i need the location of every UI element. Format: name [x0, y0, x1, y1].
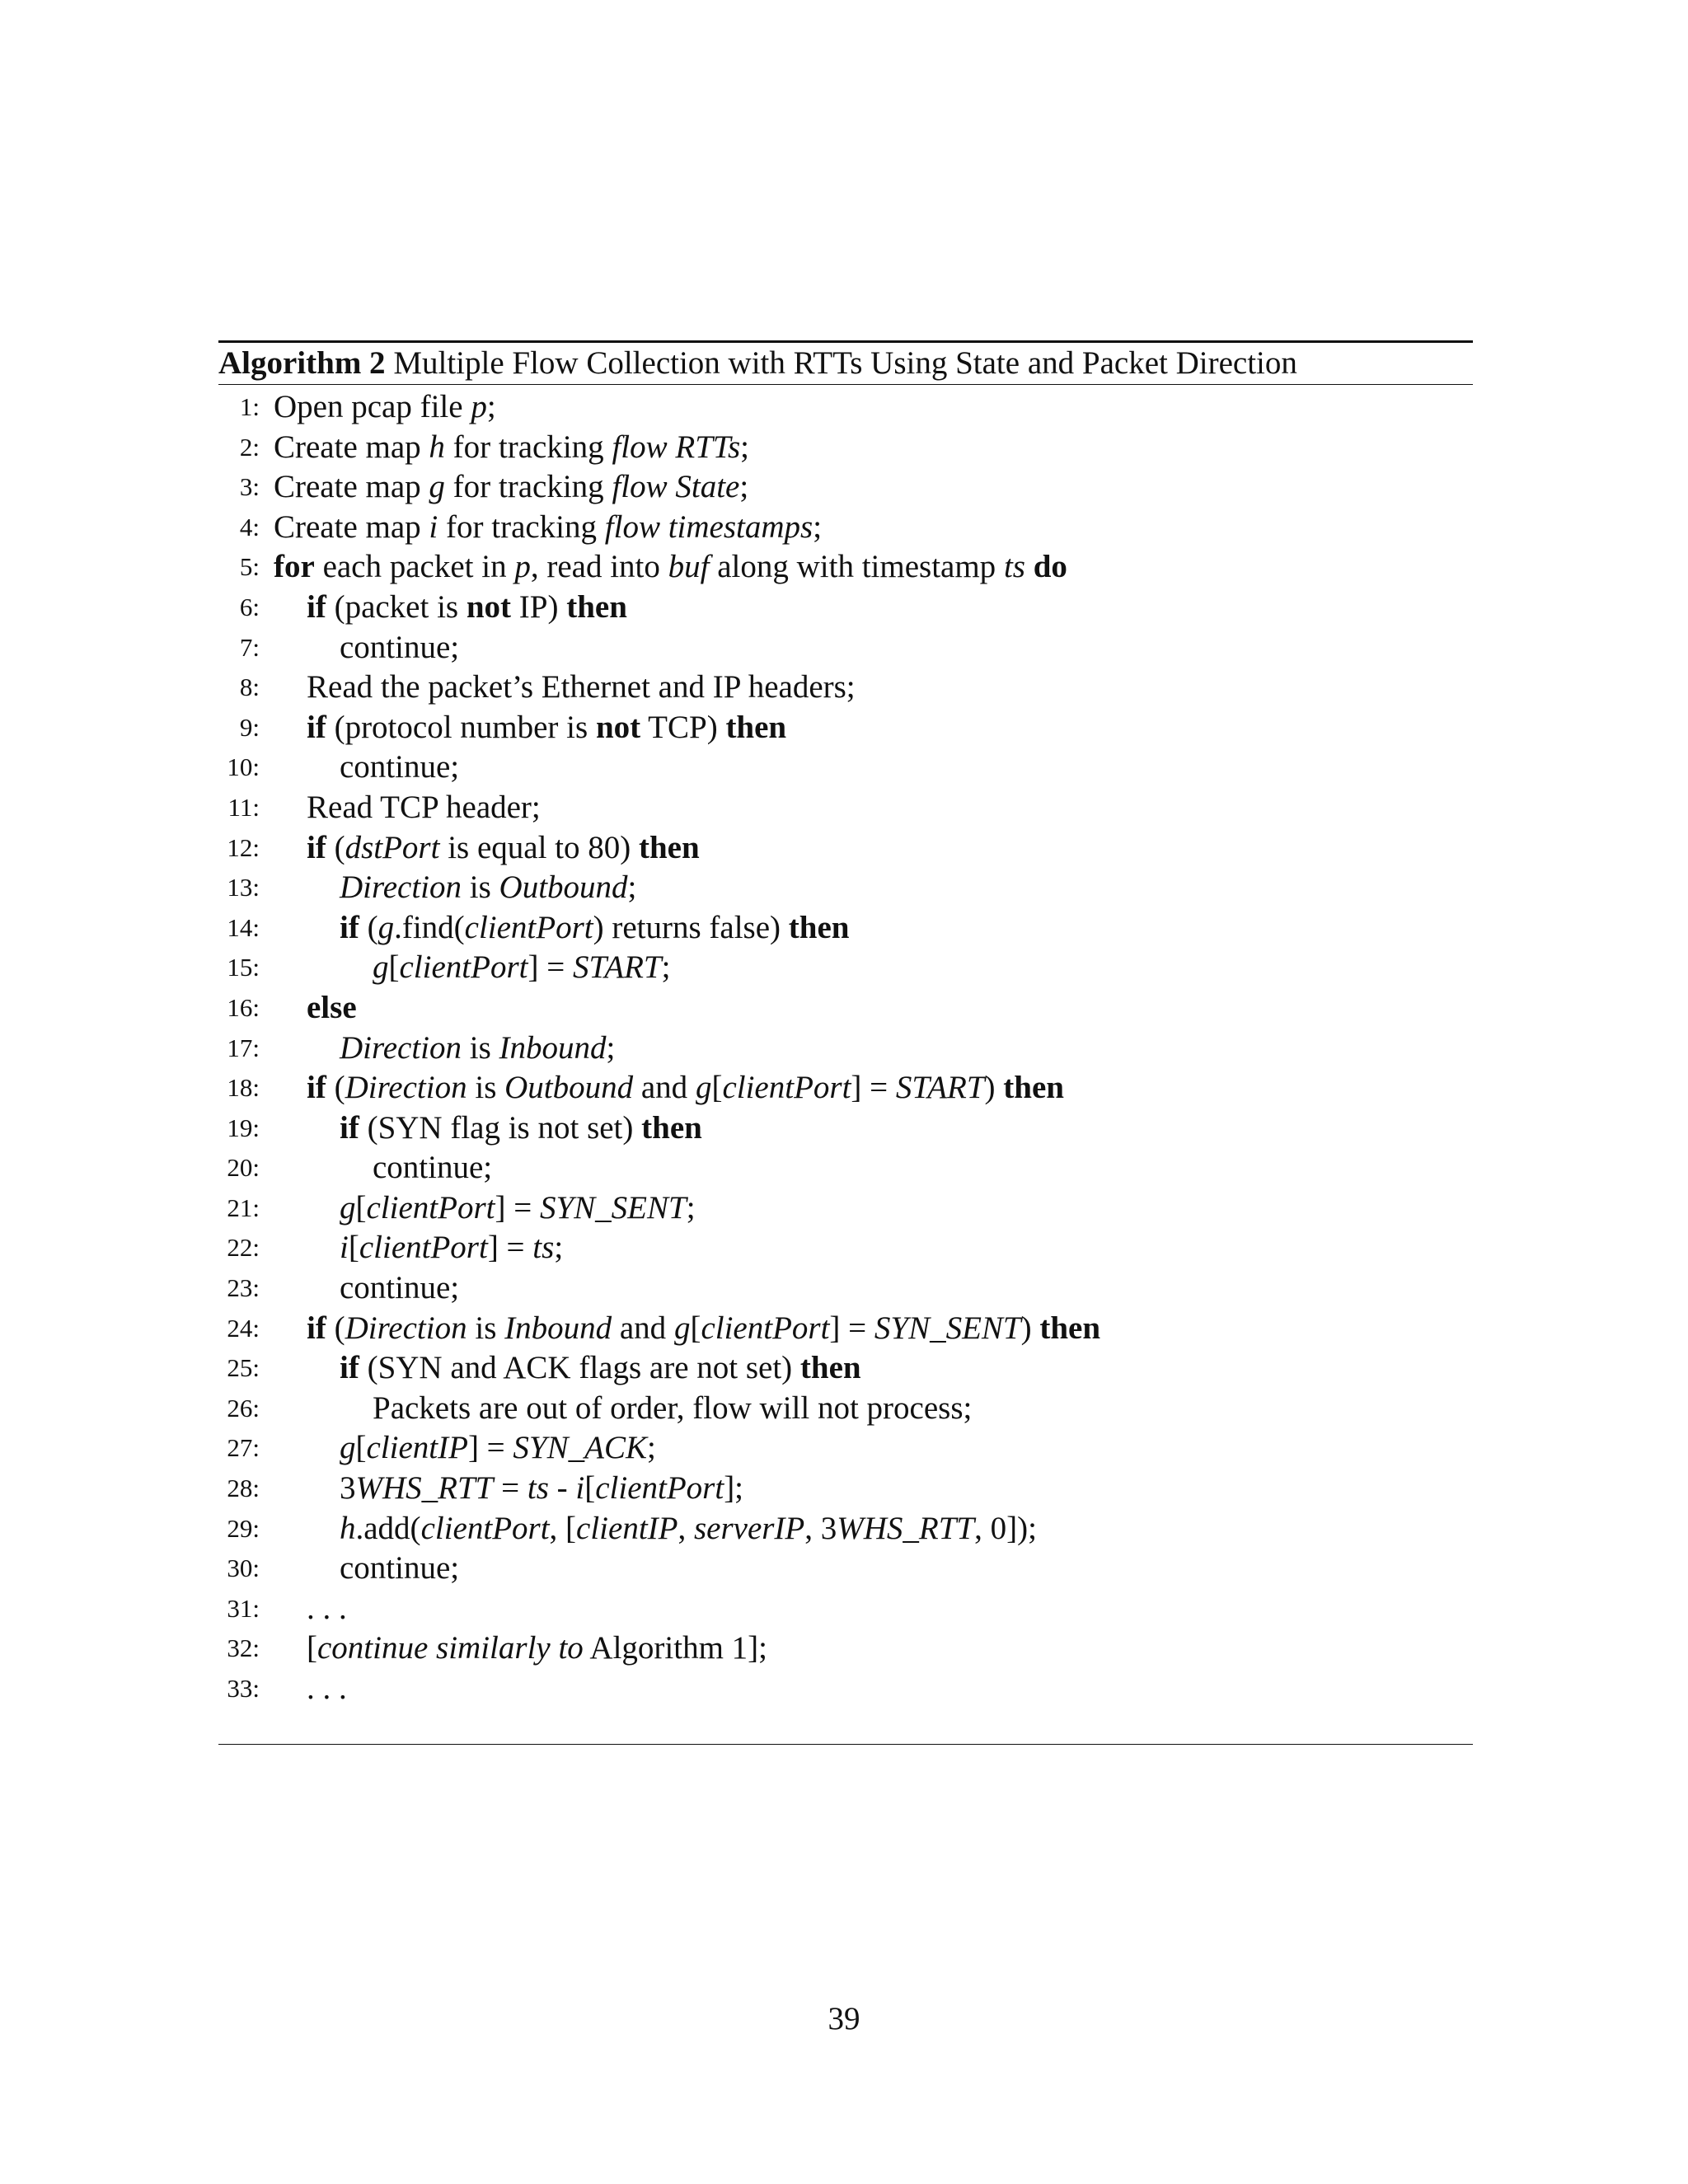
math-variable: SYN_SENT	[874, 1310, 1021, 1346]
code-text: (SYN and ACK flags are not set)	[359, 1350, 800, 1386]
code-text: is	[467, 1070, 505, 1106]
code-text: Create map	[274, 509, 429, 545]
pseudocode-line	[218, 1188, 1473, 1229]
keyword: if	[340, 909, 359, 945]
pseudocode-line	[218, 1549, 1473, 1589]
code-text: IP)	[511, 588, 567, 625]
keyword: then	[1039, 1310, 1101, 1346]
pseudocode-line	[218, 988, 1473, 1029]
line-number: 27:	[227, 1433, 260, 1463]
line-number: 5:	[239, 552, 260, 582]
line-number: 16:	[227, 992, 260, 1022]
math-variable: Direction	[340, 1029, 462, 1066]
line-number: 18:	[227, 1073, 260, 1103]
code-text: ];	[724, 1470, 744, 1507]
line-number: 4:	[239, 512, 260, 541]
pseudocode-line	[218, 1589, 1473, 1629]
math-variable: clientPort	[420, 1510, 550, 1546]
keyword: if	[340, 1350, 359, 1386]
code-text: , 3	[804, 1510, 837, 1546]
code-text: continue;	[340, 1550, 460, 1586]
math-variable: h	[340, 1510, 356, 1546]
math-variable: clientIP	[366, 1430, 468, 1466]
code-text: 3	[340, 1470, 356, 1507]
code-text: , 0]);	[974, 1510, 1037, 1546]
keyword: do	[1033, 549, 1067, 585]
pseudocode-line	[218, 1348, 1473, 1389]
keyword: if	[307, 829, 326, 865]
math-variable: Direction	[345, 1310, 467, 1346]
code-text: for tracking	[444, 469, 612, 505]
math-variable: buf	[668, 549, 710, 585]
line-number: 26:	[227, 1393, 260, 1422]
line-code	[340, 1029, 615, 1069]
keyword: if	[307, 588, 326, 625]
code-text: Packets are out of order, flow will not process;	[373, 1390, 973, 1426]
line-code	[340, 1428, 656, 1469]
line-code	[307, 1068, 1064, 1108]
code-text: ;	[486, 389, 496, 424]
algorithm-caption	[218, 343, 1297, 383]
pseudocode-line	[218, 748, 1473, 788]
line-number: 31:	[227, 1593, 260, 1623]
code-text: .add(	[355, 1510, 421, 1546]
code-text: (packet is	[326, 588, 467, 625]
line-number: 2:	[239, 432, 260, 462]
pseudocode-line	[218, 1029, 1473, 1069]
code-text: ] =	[851, 1070, 896, 1106]
math-variable: ts	[1003, 549, 1025, 585]
code-text: ;	[646, 1430, 656, 1466]
keyword: if	[307, 1310, 326, 1346]
math-variable: continue similarly to	[317, 1630, 584, 1666]
code-text: [	[355, 1189, 367, 1226]
line-number: 23:	[227, 1273, 260, 1303]
code-text: [	[355, 1430, 367, 1466]
keyword: if	[307, 709, 326, 745]
code-text: Create map	[274, 429, 429, 465]
math-variable: g	[673, 1310, 691, 1346]
line-code	[274, 508, 822, 548]
line-code	[340, 1348, 861, 1389]
keyword: for	[274, 549, 315, 585]
caption-rule	[218, 384, 1473, 385]
keyword: then	[788, 909, 850, 945]
pseudocode-line	[218, 1669, 1473, 1709]
line-number: 15:	[227, 953, 260, 982]
keyword: not	[595, 709, 641, 745]
code-text: continue;	[340, 629, 460, 665]
line-number: 14:	[227, 912, 260, 942]
code-text: ;	[740, 429, 750, 465]
math-variable: WHS_RTT	[355, 1470, 494, 1507]
math-variable: Outbound	[504, 1070, 634, 1106]
code-text: ] =	[528, 949, 573, 986]
pseudocode-line	[218, 628, 1473, 668]
line-number: 8:	[239, 673, 260, 702]
keyword: then	[641, 1109, 702, 1146]
line-code	[274, 428, 749, 468]
code-text: [	[307, 1630, 317, 1666]
line-code	[274, 547, 1067, 588]
keyword: if	[307, 1070, 326, 1106]
math-variable: h	[429, 429, 445, 465]
line-code	[340, 1108, 702, 1149]
line-number: 12:	[227, 832, 260, 862]
math-variable: ts	[532, 1230, 555, 1266]
math-variable: clientPort	[359, 1230, 488, 1266]
line-code	[274, 387, 496, 428]
keyword: then	[799, 1350, 861, 1386]
pseudocode-line	[218, 387, 1473, 428]
math-variable: p	[514, 549, 531, 585]
pseudocode-line	[218, 868, 1473, 908]
line-code	[340, 1228, 563, 1268]
code-text: [	[690, 1310, 701, 1346]
code-text: [	[711, 1070, 723, 1106]
math-variable: i	[340, 1230, 349, 1266]
code-text: ] =	[495, 1189, 540, 1226]
code-text: ;	[686, 1189, 696, 1226]
code-text: ) returns false)	[593, 909, 789, 945]
line-code	[307, 1669, 347, 1709]
pseudocode-line	[218, 1309, 1473, 1349]
keyword: else	[307, 989, 357, 1025]
line-code	[340, 1268, 459, 1309]
keyword: if	[340, 1109, 359, 1146]
math-variable: flow State	[612, 469, 740, 505]
line-number: 20:	[227, 1153, 260, 1183]
code-text: (	[326, 829, 345, 865]
math-variable: Direction	[340, 869, 462, 906]
math-variable: clientPort	[701, 1310, 830, 1346]
keyword: then	[1003, 1070, 1064, 1106]
math-variable: clientPort	[464, 909, 593, 945]
math-variable: serverIP	[693, 1510, 805, 1546]
math-variable: g	[377, 909, 395, 945]
line-code	[307, 828, 700, 869]
code-text: Read the packet’s Ethernet and IP headers;	[307, 669, 856, 705]
pseudocode-line	[218, 428, 1473, 468]
line-code	[307, 1589, 347, 1629]
code-text: for tracking	[438, 509, 605, 545]
code-text: along with timestamp	[709, 549, 1004, 585]
pseudocode-line	[218, 828, 1473, 869]
math-variable: clientPort	[399, 949, 528, 986]
pseudocode-line	[218, 588, 1473, 628]
line-number: 21:	[227, 1193, 260, 1222]
pseudocode-line	[218, 948, 1473, 988]
math-variable: i	[429, 509, 438, 545]
code-text: ;	[627, 869, 637, 906]
pseudocode-line	[218, 547, 1473, 588]
code-text: continue;	[340, 1270, 460, 1306]
code-text: (	[359, 909, 378, 945]
code-text: =	[493, 1470, 528, 1507]
pseudocode-line	[218, 1148, 1473, 1188]
line-number: 22:	[227, 1233, 260, 1263]
math-variable: Inbound	[499, 1029, 607, 1066]
line-code	[307, 1629, 767, 1669]
code-text: ] =	[829, 1310, 874, 1346]
code-text: for tracking	[444, 429, 612, 465]
math-variable: ts	[527, 1470, 549, 1507]
pseudocode-line	[218, 1509, 1473, 1549]
math-variable: clientIP	[576, 1510, 678, 1546]
code-text: each packet in	[314, 549, 515, 585]
line-code	[340, 628, 459, 668]
line-number: 28:	[227, 1474, 260, 1503]
algorithm-title: Multiple Flow Collection with RTTs Using State and Packet Direction	[393, 345, 1297, 381]
line-code	[307, 1309, 1100, 1349]
math-variable: g	[340, 1430, 356, 1466]
code-text: continue;	[340, 749, 460, 785]
keyword: then	[725, 709, 787, 745]
code-text: [	[348, 1230, 359, 1266]
keyword: then	[566, 588, 627, 625]
code-text: ;	[554, 1230, 564, 1266]
code-text: .find(	[394, 909, 465, 945]
pseudocode-line	[218, 1389, 1473, 1429]
math-variable: clientPort	[722, 1070, 851, 1106]
code-text: (protocol number is	[326, 709, 596, 745]
line-code	[340, 908, 849, 949]
line-code	[373, 1148, 492, 1188]
code-text: , [	[549, 1510, 577, 1546]
line-number: 30:	[227, 1554, 260, 1583]
line-number: 3:	[239, 472, 260, 502]
pseudocode-line	[218, 508, 1473, 548]
algorithm-label: Algorithm 2	[218, 345, 386, 381]
code-text: )	[1020, 1310, 1040, 1346]
line-number: 29:	[227, 1513, 260, 1543]
math-variable: i	[575, 1470, 585, 1507]
keyword: not	[466, 588, 512, 625]
math-variable: START	[572, 949, 662, 986]
code-text: . . .	[307, 1590, 347, 1626]
code-text: ] =	[467, 1430, 513, 1466]
math-variable: SYN_SENT	[539, 1189, 687, 1226]
math-variable: Outbound	[499, 869, 628, 906]
line-code	[340, 1469, 743, 1509]
math-variable: clientPort	[366, 1189, 495, 1226]
line-code	[340, 1188, 696, 1229]
pseudocode-line	[218, 1629, 1473, 1669]
line-number: 24:	[227, 1313, 260, 1343]
line-number: 1:	[239, 392, 260, 421]
line-code	[307, 588, 627, 628]
line-code	[274, 467, 748, 508]
math-variable: WHS_RTT	[837, 1510, 975, 1546]
pseudocode-line	[218, 1469, 1473, 1509]
line-code	[373, 948, 670, 988]
math-variable: Direction	[345, 1070, 467, 1106]
math-variable: g	[340, 1189, 356, 1226]
pseudocode-line	[218, 1228, 1473, 1268]
math-variable: p	[471, 389, 487, 424]
code-text: ,	[678, 1510, 694, 1546]
line-number: 19:	[227, 1113, 260, 1142]
math-variable: flow RTTs	[612, 429, 741, 465]
math-variable: clientPort	[595, 1470, 724, 1507]
keyword: then	[638, 829, 700, 865]
pseudocode-line	[218, 908, 1473, 949]
code-text: ;	[739, 469, 749, 505]
code-text: Open pcap file	[274, 389, 471, 424]
math-variable: g	[373, 949, 389, 986]
code-text: continue;	[373, 1150, 493, 1186]
line-code	[373, 1389, 972, 1429]
line-code	[307, 788, 541, 828]
code-text: . . .	[307, 1671, 347, 1706]
math-variable: dstPort	[345, 829, 440, 865]
line-code	[340, 1549, 459, 1589]
math-variable: g	[695, 1070, 712, 1106]
code-text: [	[584, 1470, 596, 1507]
code-text: ] =	[487, 1230, 533, 1266]
line-code	[340, 868, 636, 908]
pseudocode-line	[218, 788, 1473, 828]
pseudocode-line	[218, 1268, 1473, 1309]
pseudocode-line	[218, 708, 1473, 748]
line-code	[307, 988, 357, 1029]
line-number: 9:	[239, 712, 260, 742]
line-number: 10:	[227, 752, 260, 782]
pseudocode-line	[218, 467, 1473, 508]
code-text: , read into	[530, 549, 668, 585]
code-text: ;	[661, 949, 671, 986]
math-variable: SYN_ACK	[513, 1430, 647, 1466]
page-number: 39	[828, 2001, 860, 2036]
line-number: 32:	[227, 1633, 260, 1663]
line-code	[340, 748, 459, 788]
math-variable: flow timestamps	[604, 509, 814, 545]
code-text: -	[548, 1470, 576, 1507]
line-number: 13:	[227, 873, 260, 902]
math-variable: g	[429, 469, 445, 505]
code-text: (	[326, 1070, 345, 1106]
code-text	[1025, 549, 1034, 584]
code-text: ;	[813, 509, 823, 545]
code-text: is	[462, 1029, 499, 1066]
line-code	[307, 668, 856, 708]
bottom-rule	[218, 1744, 1473, 1745]
code-text: )	[984, 1070, 1004, 1106]
code-text: Read TCP header;	[307, 789, 541, 825]
math-variable: Inbound	[504, 1310, 612, 1346]
code-text: ;	[606, 1029, 616, 1066]
pseudocode-line	[218, 1108, 1473, 1149]
line-number: 11:	[227, 792, 260, 822]
code-text: [	[388, 949, 400, 986]
code-text: and	[612, 1310, 674, 1346]
pseudocode-line	[218, 1068, 1473, 1108]
line-number: 17:	[227, 1033, 260, 1062]
line-code	[340, 1509, 1037, 1549]
pseudocode-lines	[218, 387, 1473, 1709]
pseudocode-line	[218, 668, 1473, 708]
line-number: 33:	[227, 1674, 260, 1703]
pseudocode-line	[218, 1428, 1473, 1469]
math-variable: START	[895, 1070, 985, 1106]
code-text: and	[633, 1070, 696, 1106]
code-text: (SYN flag is not set)	[359, 1109, 642, 1146]
line-number: 7:	[239, 632, 260, 662]
algorithm-block	[218, 340, 1473, 1746]
line-number: 6:	[239, 592, 260, 621]
line-code	[307, 708, 786, 748]
code-text: Algorithm 1];	[583, 1630, 767, 1666]
code-text: is	[462, 869, 499, 906]
code-text: (	[326, 1310, 345, 1346]
code-text: is	[467, 1310, 505, 1346]
code-text: TCP)	[640, 709, 726, 745]
code-text: Create map	[274, 469, 429, 505]
code-text: is equal to 80)	[439, 829, 639, 865]
line-number: 25:	[227, 1353, 260, 1383]
